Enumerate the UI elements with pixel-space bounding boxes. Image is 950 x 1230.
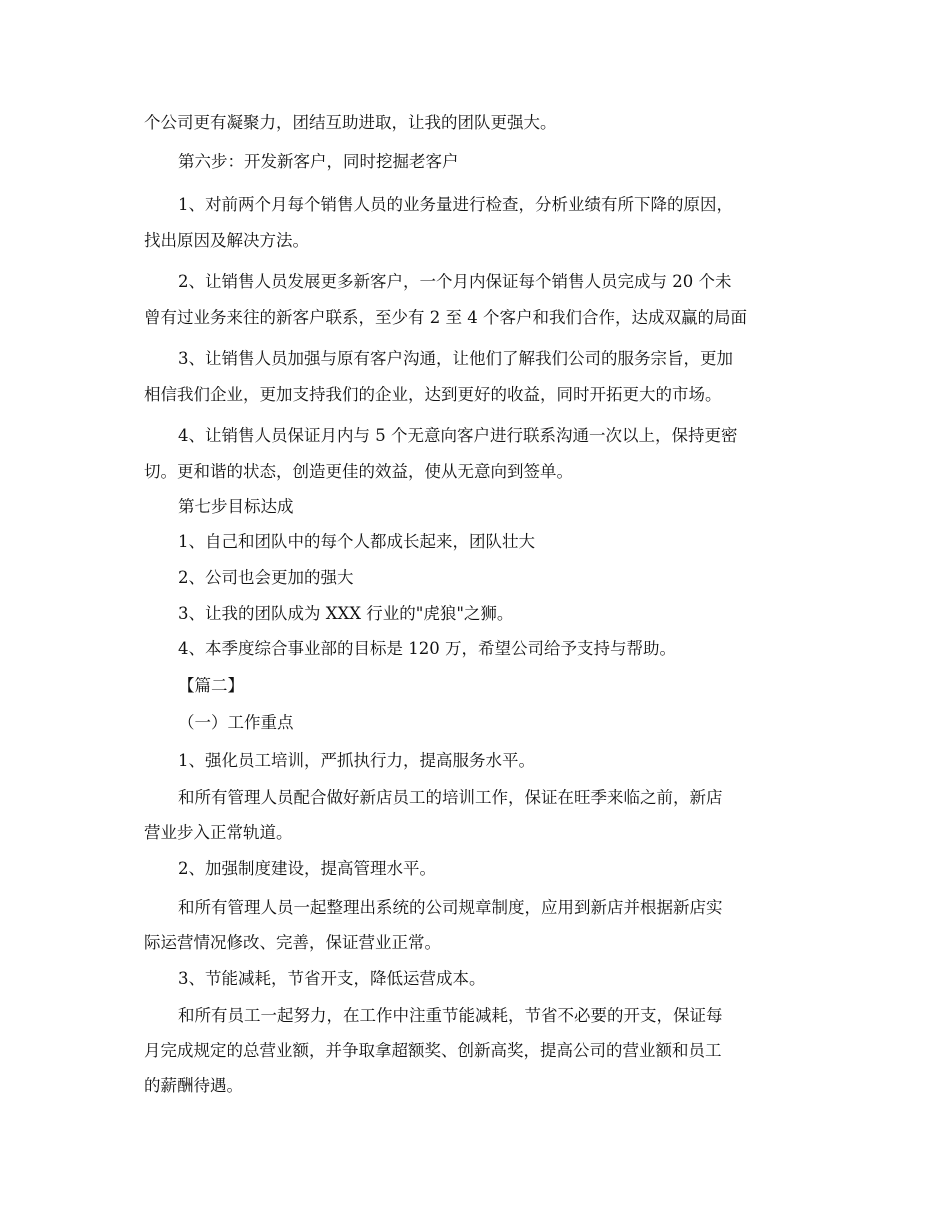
text-line-24: 3、节能减耗，节省开支，降低运营成本。: [178, 969, 486, 988]
text-line-18: 1、强化员工培训，严抓执行力，提高服务水平。: [178, 751, 535, 770]
text-line-3: 1、对前两个月每个销售人员的业务量进行检查，分析业绩有所下降的原因，: [178, 195, 733, 214]
text-line-15: 4、本季度综合事业部的目标是 120 万，希望公司给予支持与帮助。: [178, 639, 676, 658]
text-line-6: 曾有过业务来往的新客户联系，至少有 2 至 4 个客户和我们合作，达成双赢的局面: [144, 308, 747, 327]
text-line-22: 和所有管理人员一起整理出系统的公司规章制度，应用到新店并根据新店实: [178, 898, 723, 917]
step-six-heading: 第六步：开发新客户，同时挖掘老客户: [178, 152, 459, 171]
text-line-9: 4、让销售人员保证月内与 5 个无意向客户进行联系沟通一次以上，保持更密: [178, 426, 738, 445]
text-line-10: 切。更和谐的状态，创造更佳的效益，使从无意向到签单。: [144, 462, 573, 481]
text-line-23: 际运营情况修改、完善，保证营业正常。: [144, 933, 441, 952]
text-line-27: 的薪酬待遇。: [144, 1076, 243, 1095]
text-line-25: 和所有员工一起努力，在工作中注重节能减耗，节省不必要的开支，保证每: [178, 1006, 723, 1025]
text-line-26: 月完成规定的总营业额，并争取拿超额奖、创新高奖，提高公司的营业额和员工: [144, 1041, 722, 1060]
text-line-1: 个公司更有凝聚力，团结互助进取，让我的团队更强大。: [144, 113, 557, 132]
text-line-12: 1、自己和团队中的每个人都成长起来，团队壮大: [178, 532, 535, 551]
text-line-5: 2、让销售人员发展更多新客户，一个月内保证每个销售人员完成与 20 个未: [178, 272, 732, 291]
text-line-8: 相信我们企业，更加支持我们的企业，达到更好的收益，同时开拓更大的市场。: [144, 385, 722, 404]
step-seven-heading: 第七步目标达成: [178, 497, 294, 516]
text-line-21: 2、加强制度建设，提高管理水平。: [178, 859, 436, 878]
part-two-heading: 【篇二】: [178, 676, 244, 695]
text-line-19: 和所有管理人员配合做好新店员工的培训工作，保证在旺季来临之前，新店: [178, 788, 723, 807]
section-one-heading: （一）工作重点: [178, 713, 294, 732]
text-line-14: 3、让我的团队成为 XXX 行业的"虎狼"之狮。: [178, 604, 514, 623]
text-line-20: 营业步入正常轨道。: [144, 823, 293, 842]
text-line-4: 找出原因及解决方法。: [144, 231, 309, 250]
text-line-13: 2、公司也会更加的强大: [178, 568, 354, 587]
text-line-7: 3、让销售人员加强与原有客户沟通，让他们了解我们公司的服务宗旨，更加: [178, 349, 733, 368]
